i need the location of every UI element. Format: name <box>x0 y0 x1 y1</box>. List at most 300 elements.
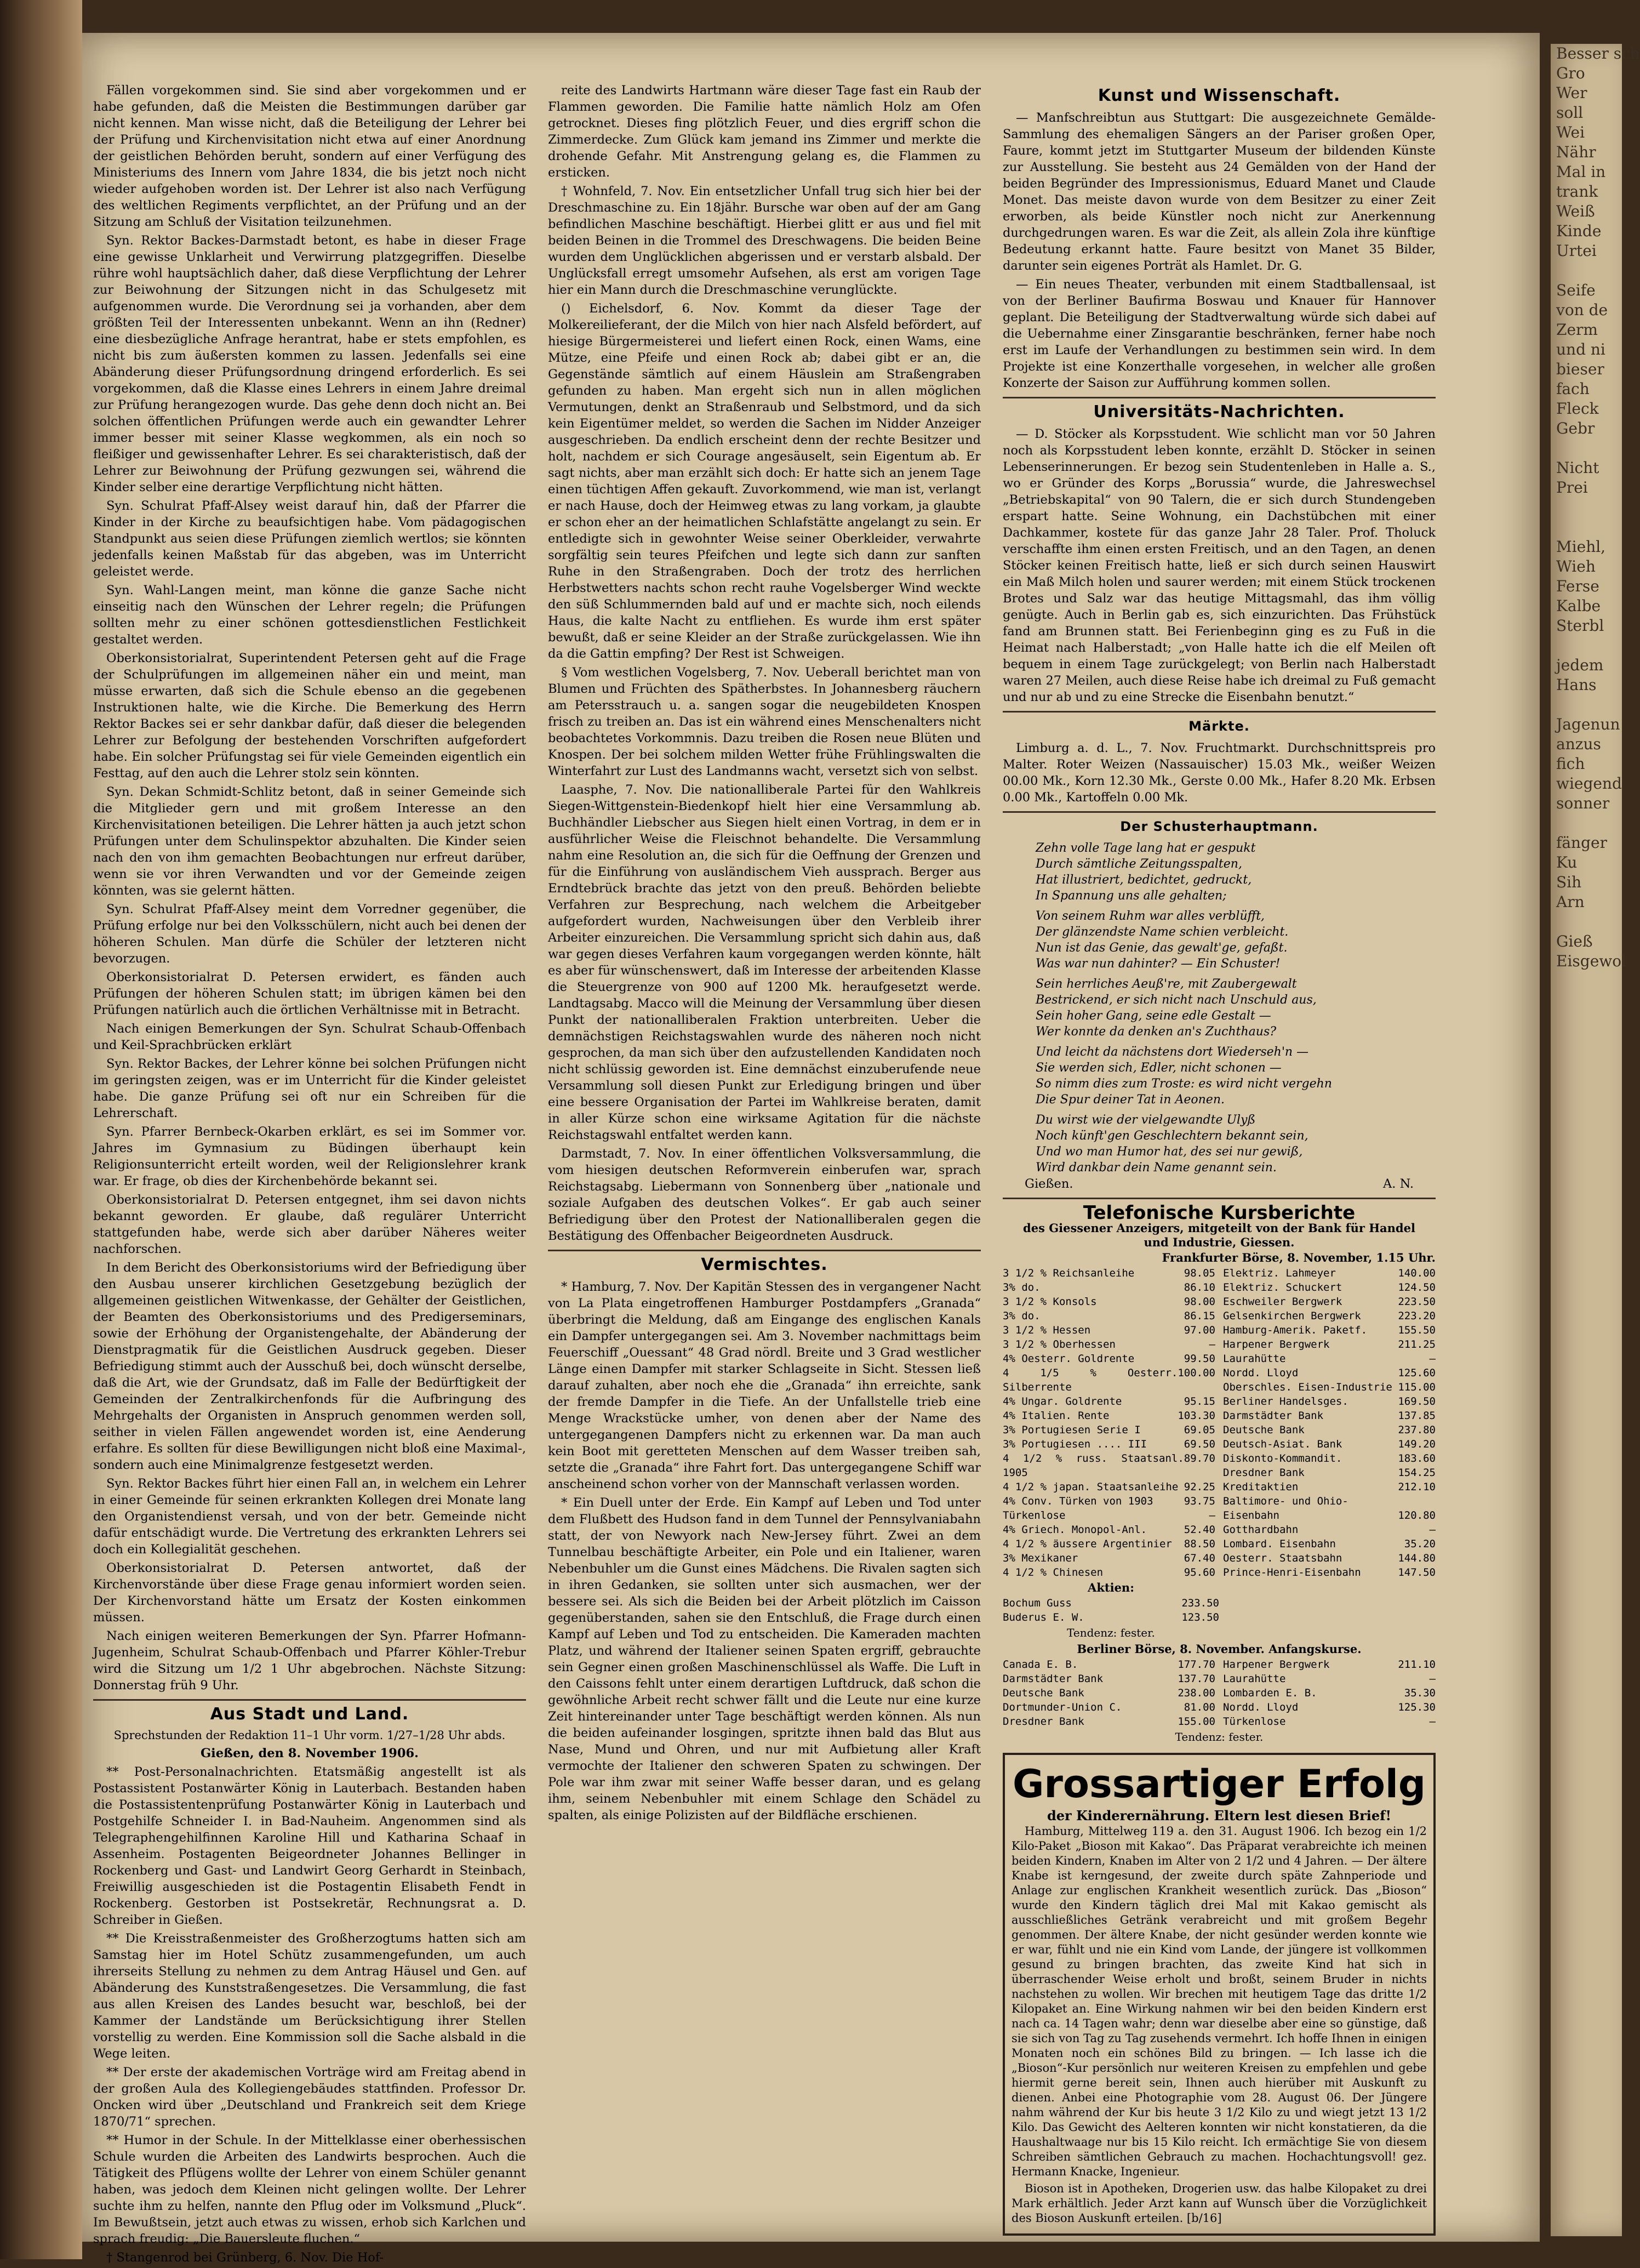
section-heading-stadt-und-land: Aus Stadt und Land. <box>210 1705 409 1724</box>
stock-name: 3 1/2 % Hessen <box>1003 1324 1091 1336</box>
stock-name: 3 1/2 % Konsols <box>1003 1296 1097 1308</box>
poem-line: Sie werden sich, Edler, nicht schonen — <box>1036 1061 1282 1075</box>
stock-name: 4% Ungar. Goldrente <box>1003 1395 1122 1407</box>
ad-subtitle: der Kinderernährung. Eltern lest diesen Brief! <box>1047 1808 1392 1823</box>
poem-line: Und wo man Humor hat, des sei nur gewiß, <box>1036 1145 1303 1159</box>
stock-name: 4 1/2 % russ. Staatsanl. 1905 <box>1003 1452 1184 1479</box>
stock-row <box>1003 1686 1215 1700</box>
poem-line: Die Spur deiner Tat in Aeonen. <box>1036 1093 1225 1107</box>
stock-name: Elektriz. Lahmeyer <box>1223 1267 1336 1279</box>
stock-row <box>1223 1686 1436 1700</box>
stock-price: 35.30 <box>1404 1687 1436 1699</box>
poem-line: Der glänzendste Name schien verbleicht. <box>1036 925 1289 939</box>
divider <box>1003 711 1436 713</box>
poem-line: Nun ist das Genie, das gewalt'ge, gefaßt. <box>1036 941 1288 955</box>
ad-footer: Bioson ist in Apotheken, Drogerien usw. das halbe Kilopaket zu drei Mark erhältlich. Jeder Arzt kann auf Wunsch über die Vorzüglichkeit des Bioson Auskunft erteilen. [b/16] <box>1012 2182 1427 2225</box>
stock-name: Canada E. B. <box>1003 1659 1078 1671</box>
stock-row <box>1003 1523 1215 1537</box>
article-paragraph: Darmstadt, 7. Nov. In einer öffentlichen Volksversammlung, die vom hiesigen deutschen Reformverein einberufen war, sprach Reichstagsabg. Liebermann von Sonnenberg über „nationale und soziale Aufgaben des deutschen Volkes“. Er gab auch seiner Befriedigung über den Protest der Nationalliberalen gegen die Bestätigung des Offenbacher Beigeordneten Ausdruck. <box>548 1147 981 1243</box>
article-paragraph: — Manfschreibtun aus Stuttgart: Die ausgezeichnete Gemälde-Sammlung des ehemaligen Sängers an der Pariser großen Oper, Faure, kommt jetzt im Stuttgarter Museum der bildenden Künste zur Ausstellung. Sie besteht aus 24 Gemälden von der Hand der beiden Begründer des Impressionismus, Eduard Manet und Claude Monet. Das meiste davon wurde von dem Besitzer zu einer Zeit erworben, als beide Künstler noch nicht zur Anerkennung durchgedrungen waren. Es war die Zeit, als allein Zola ihre künftige Bedeutung erkannt hatte. Faure besitzt von Manet 35 Bilder, darunter sein eigenes Porträt als Hamlet. Dr. G. <box>1003 111 1436 273</box>
stock-row <box>1003 1309 1215 1323</box>
article-paragraph: Syn. Schulrat Pfaff-Alsey meint dem Vorredner gegenüber, die Prüfung erfolge nur bei den Volksschülern, nicht auch bei denen der höheren Schulen. Man dürfe die Schüler der letzteren nicht bevorzugen. <box>93 902 526 966</box>
office-hours: Sprechstunden der Redaktion 11–1 Uhr vorm. 1/27–1/28 Uhr abds. <box>113 1729 506 1742</box>
book-binding <box>0 0 82 2259</box>
adjacent-page-fragment: jedem <box>1556 656 1604 674</box>
adjacent-page-fragment: Seife <box>1556 281 1596 299</box>
adjacent-page-fragment: Arn <box>1556 893 1585 911</box>
stock-name: Oberschles. Eisen-Industrie <box>1223 1381 1392 1393</box>
adjacent-page-fragment: Wieh <box>1556 557 1596 575</box>
stock-row <box>1223 1657 1436 1672</box>
poem-place: Gießen. <box>1025 1177 1073 1191</box>
stock-name: Harpener Bergwerk <box>1223 1659 1330 1671</box>
adjacent-page-fragment: fich <box>1556 755 1585 773</box>
stock-price: 233.50 <box>1181 1597 1219 1609</box>
adjacent-page-fragment <box>1556 261 1622 281</box>
poem-line: Von seinem Ruhm war alles verblüfft, <box>1036 909 1265 923</box>
stock-name: Dresdner Bank <box>1223 1467 1305 1479</box>
poem-line: Zehn volle Tage lang hat er gespukt <box>1036 841 1256 855</box>
market-report: Limburg a. d. L., 7. Nov. Fruchtmarkt. Durchschnittspreis pro Malter. Roter Weizen (Nassauischer) 15.03 Mk., weißer Weizen 00.00 Mk., Korn 12.30 Mk., Gerste 0.00 Mk., Hafer 8.20 Mk. Erbsen 0.00 Mk., Kartoffeln 0.00 Mk. <box>1003 741 1436 805</box>
stock-row <box>1223 1551 1436 1565</box>
article-paragraph: Nach einigen weiteren Bemerkungen der Syn. Pfarrer Hofmann-Jugenheim, Schulrat Schaub-Offenbach und Pfarrer Köhler-Trebur wird die Sitzung um 1/2 1 Uhr abgebrochen. Nächste Sitzung: Donnerstag früh 9 Uhr. <box>93 1629 526 1693</box>
stock-price: 137.85 <box>1398 1410 1436 1422</box>
stock-row <box>1223 1394 1436 1409</box>
poem-line: Bestrickend, er sich nicht nach Unschuld aus, <box>1036 993 1317 1007</box>
stock-row <box>1223 1380 1436 1394</box>
stock-name: 3 1/2 % Reichsanleihe <box>1003 1267 1135 1279</box>
stock-name: Eisenbahn <box>1223 1509 1279 1522</box>
stock-price: 92.25 <box>1184 1481 1215 1493</box>
stock-row <box>1003 1596 1219 1610</box>
article-paragraph: ** Humor in der Schule. In der Mittelklasse einer oberhessischen Schule wurden die Arbeiten des Landwirts besprochen. Auch die Tätigkeit des Pflügens wollte der Lehrer von einem Schüler genannt haben, was jedoch dem Kleinen nicht gelingen wollte. Der Lehrer suchte ihm zu helfen, nannte den Pflug oder im Volksmund „Pluck“. Im Bewußtsein, jetzt auch etwas zu wissen, erhob sich Karlchen und sprach freudig: „Die Bauersleute fluchen.“ <box>93 2133 526 2246</box>
berlin-list-left <box>1003 1657 1215 1729</box>
section-heading-kunst: Kunst und Wissenschaft. <box>1098 86 1341 105</box>
stock-row <box>1003 1437 1215 1451</box>
column-2 <box>548 82 981 1826</box>
adjacent-page-fragment: Sterbl <box>1556 617 1604 635</box>
stock-price: 149.20 <box>1398 1438 1436 1450</box>
stock-price: 103.30 <box>1178 1410 1215 1422</box>
poem-line: Du wirst wie der vielgewandte Ulyß <box>1036 1113 1256 1127</box>
stock-price: 86.15 <box>1184 1310 1215 1322</box>
poem-line: Was war nun dahinter? — Ein Schuster! <box>1036 957 1281 971</box>
stock-name: 3% Portugiesen .... III <box>1003 1438 1147 1450</box>
adjacent-page-fragment: Nicht <box>1556 459 1599 477</box>
adjacent-page-fragment <box>1556 813 1622 833</box>
adjacent-page-fragment <box>1556 517 1622 537</box>
stock-table-frankfurt <box>1003 1266 1436 1580</box>
stock-price: 99.50 <box>1184 1353 1215 1365</box>
article-paragraph: † Stangenrod bei Grünberg, 6. Nov. Die Hof- <box>106 2250 384 2265</box>
stock-row <box>1223 1466 1436 1480</box>
stock-price: — <box>1209 1338 1215 1350</box>
stock-price: 81.00 <box>1184 1701 1215 1713</box>
poem-line: Noch künft'gen Geschlechtern bekannt sein, <box>1036 1129 1308 1143</box>
stock-price: 223.20 <box>1398 1310 1436 1322</box>
stock-row <box>1003 1280 1215 1295</box>
stock-name: Oesterr. Staatsbahn <box>1223 1552 1342 1564</box>
stock-row <box>1223 1309 1436 1323</box>
stock-price: 183.60 <box>1398 1452 1436 1464</box>
stock-row <box>1223 1480 1436 1494</box>
divider <box>548 1250 981 1251</box>
stock-row <box>1003 1672 1215 1686</box>
stock-name: Gelsenkirchen Bergwerk <box>1223 1310 1361 1322</box>
stock-name: Türkenlose <box>1003 1509 1066 1522</box>
article-paragraph: Syn. Wahl-Langen meint, man könne die ganze Sache nicht einseitig nach den Wünschen der Lehrer regeln; die Prüfungen sollten mehr zu einer schönen gottesdienstlichen Festlichkeit gestaltet werden. <box>93 583 526 647</box>
stock-name: Eschweiler Bergwerk <box>1223 1296 1342 1308</box>
stock-list-right <box>1223 1266 1436 1580</box>
adjacent-page-fragment: Mal in <box>1556 163 1606 181</box>
stock-row <box>1223 1280 1436 1295</box>
stock-price: 35.20 <box>1404 1538 1436 1550</box>
stock-row <box>1223 1323 1436 1337</box>
poem-line: Hat illustriert, bedichtet, gedruckt, <box>1036 873 1252 887</box>
stock-name: Elektriz. Schuckert <box>1223 1281 1342 1293</box>
poem-title: Der Schusterhauptmann. <box>1120 819 1318 834</box>
ad-title: Grossartiger Erfolg <box>1012 1762 1426 1807</box>
stock-price: 120.80 <box>1398 1509 1436 1522</box>
article-paragraph: — D. Stöcker als Korpsstudent. Wie schlicht man vor 50 Jahren noch als Korpsstudent leben konnte, erzählt D. Stöcker in seinen Lebenserinnerungen. Er bezog sein Studentenleben in Halle a. S., wo er Gründer des Korps „Borussia“ wurde, die Jahreswechsel „Betriebskapital“ von 90 Talern, die er sich durch Stundengeben erspart hatte. Seine Wohnung, ein Dachstübchen mit einer Dachkammer, kostete für das ganze Jahr 28 Taler. Prof. Tholuck verschaffte ihm einen ersten Freitisch, und an den Tagen, an denen Stöcker keinen Freitisch hatte, ließ er sich durch seinen Hauswirt ein Maß Milch holen und saurer werden; mit einem Stück trockenen Brotes und Salz war das heutige Mittagsmahl, das ihm völlig genügte. Auch in Berlin gab es, sich einzurichten. Das Frühstück fand am Brunnen statt. Bei Ferienbeginn ging es zu Fuß in die Heimat nach Halberstadt; „von Halle hatte ich die elf Meilen oft bequem in einem Tage zurückgelegt; von Berlin nach Halberstadt waren 27 Meilen, auch diese Reise habe ich dreimal zu Fuß gemacht und nur ab und zu eine Strecke die Eisenbahn benutzt.“ <box>1003 427 1436 704</box>
stock-price: 137.70 <box>1178 1673 1215 1685</box>
adjacent-page-fragment: Jagenun <box>1556 715 1620 733</box>
stock-price: 67.40 <box>1184 1552 1215 1564</box>
stock-name: Buderus E. W. <box>1003 1611 1084 1623</box>
university-news <box>1003 426 1436 705</box>
stock-price: — <box>1429 1673 1436 1685</box>
stock-price: 177.70 <box>1178 1659 1215 1671</box>
adjacent-page-fragment <box>1556 695 1622 715</box>
stock-price: 95.60 <box>1184 1566 1215 1579</box>
stock-price: 115.00 <box>1398 1381 1436 1393</box>
stock-price: — <box>1429 1524 1436 1536</box>
poem-line: Und leicht da nächstens dort Wiederseh'n — <box>1036 1045 1309 1059</box>
adjacent-page-fragment: Ku <box>1556 853 1578 871</box>
stock-name: Lombarden E. B. <box>1223 1687 1317 1699</box>
stock-name: 4 1/2 % äussere Argentinier <box>1003 1538 1172 1550</box>
stock-name: Nordd. Lloyd <box>1223 1367 1299 1379</box>
stock-row <box>1223 1451 1436 1466</box>
article-paragraph: Oberkonsistorialrat D. Petersen entgegnet, ihm sei davon nichts bekannt geworden. Er glaube, daß regulärer Unterricht stattgefunden habe, werde sich aber darüber Näheres weiter nachforschen. <box>93 1193 526 1256</box>
adjacent-page-fragment: bieser <box>1556 360 1604 378</box>
poem-line: Durch sämtliche Zeitungsspalten, <box>1036 857 1242 871</box>
adjacent-page-fragment: Besser sch <box>1556 44 1640 62</box>
adjacent-page-fragment: sonner <box>1556 794 1610 812</box>
stock-price: 223.50 <box>1398 1296 1436 1308</box>
stock-name: 4 1/2 % Chinesen <box>1003 1566 1104 1579</box>
stock-price: 211.10 <box>1398 1659 1436 1671</box>
stock-list-left <box>1003 1266 1215 1580</box>
article-paragraph: Oberkonsistorialrat D. Petersen erwidert, es fänden auch Prüfungen der höheren Schulen statt; im übrigen kämen bei den Prüfungen natürlich auch die örtlichen Verhältnisse mit in Betracht. <box>93 970 526 1017</box>
article-paragraph: Syn. Rektor Backes führt hier einen Fall an, in welchem ein Lehrer in einer Gemeinde für seinen erkrankten Kollegen drei Monate lang den Organistendienst versah, und von der betr. Gemeinde nicht dafür entschädigt wurde. Die Vertretung des erkrankten Lehrers sei doch ein Kollegialität geschehen. <box>93 1477 526 1557</box>
adjacent-page-fragment: fänger <box>1556 834 1607 852</box>
stock-price: 89.70 <box>1184 1452 1215 1464</box>
adjacent-page-fragment: anzus <box>1556 735 1601 753</box>
stock-name: 4% Conv. Türken von 1903 <box>1003 1495 1153 1507</box>
stock-name: Lombard. Eisenbahn <box>1223 1538 1336 1550</box>
adjacent-page-fragment: Prei <box>1556 478 1588 497</box>
art-news <box>1003 110 1436 391</box>
stock-name: 4% Griech. Monopol-Anl. <box>1003 1524 1147 1536</box>
article-paragraph: Syn. Dekan Schmidt-Schlitz betont, daß in seiner Gemeinde sich die Mitglieder gern und mit großem Interesse an den Kirchenvisitationen beteiligen. Die Lehrer hätten ja auch jetzt schon Prüfungen unter dem Schulinspektor abzuhalten. Die Kinder seien nach den von ihm gemachten Beobachtungen nur erfreut darüber, wenn sie vor ihren Verwandten und vor der Gemeinde zeigen könnten, was sie gelernt hätten. <box>93 785 526 898</box>
stock-name: Dortmunder-Union C. <box>1003 1701 1122 1713</box>
article-paragraph: * Hamburg, 7. Nov. Der Kapitän Stessen des in vergangener Nacht von La Plata eingetroffenen Hamburger Postdampfers „Granada“ überbringt die Meldung, daß am Eingange des englischen Kanals ein Dampfer untergegangen sei. Am 3. November nachmittags beim Feuerschiff „Ouessant“ 48 Grad nördl. Breite und 3 Grad westlicher Länge einen Dampfer mit starker Schlagseite in Sicht. Stessen ließ darauf zuhalten, aber noch ehe die „Granada“ ihn erreichte, sank der fremde Dampfer in die Tiefe. An der Unfallstelle trieb eine Menge Wrackstücke umher, von denen aber der Name des untergegangenen Dampfers nicht zu erkennen war. Da man auch kein Boot mit geretteten Menschen auf dem Wasser treiben sah, setzte die „Granada“ ihre Fahrt fort. Das untergegangene Schiff war anscheinend schon vorher von der Mannschaft verlassen worden. <box>548 1280 981 1491</box>
stock-name: 4% Oesterr. Goldrente <box>1003 1353 1135 1365</box>
section-heading-maerkte: Märkte. <box>1188 719 1250 734</box>
stock-price: 98.05 <box>1184 1267 1215 1279</box>
stock-price: 140.00 <box>1398 1267 1436 1279</box>
stock-price: 98.00 <box>1184 1296 1215 1308</box>
adjacent-page-fragment: Eisgewol <box>1556 952 1627 970</box>
article-paragraph: Laasphe, 7. Nov. Die nationalliberale Partei für den Wahlkreis Siegen-Wittgenstein-Biedenkopf hielt hier eine Versammlung ab. Buchhändler Liebscher aus Siegen hielt einen Vortrag, in dem er in ausführlicher Weise die Fleischnot behandelte. Die Versammlung nahm eine Resolution an, die sich für die Oeffnung der Grenzen und für die Einführung von ausländischem Vieh aussprach. Berger aus Erndtebrück brachte das jetzt von den preuß. Behörden beliebte Verfahren zur Besprechung, nach welchem die Arbeitgeber aufgefordert wurden, Nachweisungen über den Verbleib ihrer Arbeiter einzureichen. Die Versammlung spricht sich dahin aus, daß war gegen dieses Verfahren kaum vorgegangen werden könnte, hält es aber für wünschenswert, daß im Interesse der arbeitenden Klasse die Steuergrenze von 900 auf 1200 Mk. heraufgesetzt werde. Landtagsabg. Macco will die Meinung der Versammlung über diesen Punkt der nationalliberalen Fraktion unterbreiten. Ueber die demnächstigen Reichstagswahlen wurde des näheren noch nicht gesprochen, da man sich über den aufzustellenden Kandidaten noch nicht schlüssig geworden ist. Eine demnächst einzuberufende neue Versammlung soll diesen Punkt zur Erledigung bringen und über eine bessere Organisation der Partei im Wahlkreise beraten, damit in aller Kürze schon eine wirksame Agitation für die nächste Reichstagswahl entfaltet werden kann. <box>548 783 981 1142</box>
stock-row <box>1003 1366 1215 1394</box>
column-1-local-news <box>93 1764 526 2266</box>
stock-price: 124.50 <box>1398 1281 1436 1293</box>
stock-name: Türkenlose <box>1223 1716 1286 1728</box>
adjacent-page-fragment: Wei <box>1556 123 1585 141</box>
adjacent-page-fragment: von de <box>1556 301 1608 319</box>
stock-row <box>1003 1565 1215 1580</box>
section-heading-universitaet: Universitäts-Nachrichten. <box>1093 402 1345 421</box>
stock-name: 3% do. <box>1003 1281 1041 1293</box>
article-paragraph: ** Post-Personalnachrichten. Etatsmäßig angestellt ist als Postassistent Postanwärter König in Lauterbach. Bestanden haben die Postassistentenprüfung Postanwärter König in Lauterbach und Postgehilfe Schneider I. in Bad-Nauheim. Angenommen sind als Telegraphengehilfinnen Karoline Hill und Katharina Schaaf in Assenheim. Postagenten Beigeordneter Johannes Bellinger in Rockenberg und Gast- und Landwirt Georg Gerhardt in Steinbach, Freiwillig ausgeschieden ist die Postagentin Elisabeth Fendt in Rockenberg. Gestorben ist Postsekretär, Rechnungsrat a. D. Schreiber in Gießen. <box>93 1765 526 1927</box>
article-paragraph: † Wohnfeld, 7. Nov. Ein entsetzlicher Unfall trug sich hier bei der Dreschmaschine zu. Ein 18jähr. Bursche war oben auf der am Gang befindlichen Maschine beschäftigt. Hierbei glitt er aus und fiel mit beiden Beinen in die Trommel des Dreschwagens. Die beiden Beine wurden dem Unglücklichen abgerissen und er verstarb alsbald. Der Unglücksfall erregt umsomehr Aufsehen, als erst am vorigen Tage hier ein Mann durch die Dreschmaschine verunglückte. <box>548 184 981 297</box>
stock-row <box>1003 1266 1215 1280</box>
adjacent-page-fragment: Kinde <box>1556 222 1602 240</box>
stock-name: Diskonto-Kommandit. <box>1223 1452 1342 1464</box>
stock-row <box>1003 1451 1215 1480</box>
stock-row <box>1003 1394 1215 1409</box>
stock-name: Dresdner Bank <box>1003 1716 1084 1728</box>
stock-row <box>1223 1537 1436 1551</box>
column-2-misc-news <box>548 1279 981 1823</box>
stock-row <box>1003 1610 1219 1625</box>
stock-row <box>1223 1523 1436 1537</box>
article-paragraph: Syn. Rektor Backes, der Lehrer könne bei solchen Prüfungen nicht im geringsten zeigen, was er im Unterricht für die Kinder geleistet habe. Die ganze Prüfung sei oft nur ein Schreiben für die Lehrerschaft. <box>93 1057 526 1120</box>
adjacent-page-fragment: Urtei <box>1556 242 1597 260</box>
stock-name: Kreditaktien <box>1223 1481 1299 1493</box>
article-paragraph: — Ein neues Theater, verbunden mit einem Stadtballensaal, ist von der Berliner Baufirma Boswau und Knauer für Hannover geplant. Die Beteiligung der Stadtverwaltung würde sich dabei auf die Uebernahme einer Zinsgarantie beschränken, ferner habe noch erst im Laufe der Verhandlungen zu bestimmen sein wird. In dem Projekte ist eine Konzerthalle vorgesehen, in welcher alle großen Konzerte der Saison zur Aufführung kommen sollen. <box>1003 277 1436 390</box>
stock-row <box>1003 1494 1215 1508</box>
stock-row <box>1003 1508 1215 1523</box>
adjacent-page-fragment: Fleck <box>1556 400 1599 418</box>
poem <box>1003 840 1436 1176</box>
poem-line: So nimm dies zum Troste: es wird nicht vergehn <box>1036 1077 1332 1091</box>
stock-name: Laurahütte <box>1223 1673 1286 1685</box>
stock-price: 93.75 <box>1184 1495 1215 1507</box>
tendenz-1: Tendenz: fester. <box>1067 1626 1155 1639</box>
adjacent-page-fragment: Hans <box>1556 676 1597 694</box>
ad-letter: Hamburg, Mittelweg 119 a. den 31. August 1906. Ich bezog ein 1/2 Kilo-Paket „Bioson mit Kakao“. Das Präparat verabreichte ich meinen beiden Kindern, Knaben im Alter von 2 1/2 und 4 Jahren. — Der ältere Knabe ist kerngesund, der zweite durch späte Zahnperiode und Anlage zur englischen Krankheit wesentlich zurück. Das „Bioson“ wurde den Kindern täglich drei Mal mit Kakao gemischt als ausschließliches Getränk verabreicht und mit großem Begehr genommen. Der ältere Knabe, der nicht gesünder werden konnte wie er war, fühlt und nie ein Kind vom Lande, der jüngere ist vollkommen gesund zu bringen brachten, das zweite Kind hat sich in überraschender Weise erholt und broßt, seinem Bruder in nichts nachstehen zu wollen. Wir brechen mit heutigem Tage das dritte 1/2 Kilopaket an. Eine Wirkung nahmen wir bei den beiden Kindern erst nach ca. 14 Tagen wahr; denn war dieselbe aber eine so günstige, daß sie sich von Tag zu Tag zusehends vermehrt. Ich hoffe Ihnen in einigen Monaten noch ein schönes Bild zu bringen. — Ich lasse ich die „Bioson“-Kur persönlich nur weiteren Kreisen zu empfehlen und gebe hiermit gerne bereit sein, Ihnen auch hierüber mit Auskunft zu dienen. Anbei eine Photographie vom 28. August 06. Der Jüngere nahm während der Kur bis heute 3 1/2 Kilo zu und wiegt jetzt 13 1/2 Kilo. Das Gewicht des Aelteren konnten wir nicht konstatieren, da die Haushaltwaage nur bis 15 Kilo reicht. Ich ermächtige Sie von diesem Schreiben sämtlichen Gebrauch zu machen. Hochachtungsvoll! gez. Hermann Knacke, Ingenieur. <box>1012 1825 1427 2178</box>
article-paragraph: () Eichelsdorf, 6. Nov. Kommt da dieser Tage der Molkereilieferant, der die Milch von hier nach Alsfeld befördert, auf hiesige Bürgermeisterei und liefert einen Rock, einen Wams, eine Mütze, eine Pfeife und einen Rock ab; dabei gibt er an, die Gegenstände sämtlich auf einem Häuslein am Straßengraben gefunden zu haben. Man ergeht sich nun in allen möglichen Vermutungen, denkt an Straßenraub und Selbstmord, und da sich kein Eigentümer meldet, so werden die Sachen im Nidder Anzeiger ausgeschrieben. Da endlich erscheint denn der rechte Besitzer und holt, nachdem er sich Courage angesäuselt, sein Eigentum ab. Er sagt nichts, aber man erzählt sich doch: Er hatte sich an jenem Tage einen tüchtigen Affen gekauft. Zuvorkommend, wie man ist, verlangt er nach Hause, doch der Heimweg etwas zu lang vorkam, ja glaubte er schon eher an der heimatlichen Schlafstätte angelangt zu sein. Er entledigte sich in gewohnter Weise seiner Oberkleider, verwahrte sorgfältig sein teures Pfeifchen und legte sich dann zur sanften Ruhe in den Straßengraben. Doch der trotz des herrlichen Herbstwetters nachts schon recht rauhe Vogelsberger Wind weckte den süß Schlummernden bald auf und er machte sich, noch eilends Haus, die kalte Nacht zu entfliehen. Es wurde ihm erst später bewußt, daß er seine Kleider an der Straße zurückgelassen. Wie ihn da die Gattin empfing? Der Rest ist Schweigen. <box>548 301 981 661</box>
adjacent-page-fragment: trank <box>1556 183 1598 201</box>
stock-price: — <box>1429 1716 1436 1728</box>
stock-row <box>1223 1423 1436 1437</box>
stock-name: 3% Portugiesen Serie I <box>1003 1424 1141 1436</box>
adjacent-page-fragment: Miehl, <box>1556 538 1606 556</box>
adjacent-page-fragment: Gro <box>1556 64 1585 82</box>
stock-price: 154.25 <box>1398 1467 1436 1479</box>
stock-price: 100.00 <box>1178 1367 1215 1379</box>
stock-row <box>1003 1551 1215 1565</box>
article-paragraph: ** Der erste der akademischen Vorträge wird am Freitag abend in der großen Aula des Kollegiengebäudes stattfinden. Professor Dr. Oncken wird über „Deutschland und Frankreich seit dem Kriege 1870/71“ sprechen. <box>93 2065 526 2129</box>
stock-row <box>1223 1508 1436 1523</box>
stock-name: Prince-Henri-Eisenbahn <box>1223 1566 1361 1579</box>
stock-price: 123.50 <box>1181 1611 1219 1623</box>
stock-row <box>1003 1295 1215 1309</box>
article-paragraph: Fällen vorgekommen sind. Sie sind aber vorgekommen und er habe gefunden, daß die Meisten die Bestimmungen darüber gar nicht kennen. Man wisse nicht, daß die Beteiligung der Lehrer bei der Prüfung und Kirchenvisitation nicht etwa auf einer Anordnung der geistlichen Behörden beruht, sondern auf einer Verfügung des Ministeriums des Innern vom Jahre 1834, die bis jetzt noch nicht wieder aufgehoben worden ist. Der Lehrer ist also nach Verfügung des weltlichen Regiments verpflichtet, an der Prüfung und an der Sitzung am Schluß der Visitation teilzunehmen. <box>93 83 526 229</box>
stock-name: Deutsch-Asiat. Bank <box>1223 1438 1342 1450</box>
stock-name: 3% do. <box>1003 1310 1041 1322</box>
article-paragraph: Syn. Pfarrer Bernbeck-Okarben erklärt, es sei im Sommer vor. Jahres im Gymnasium zu Büdingen überhaupt kein Religionsunterricht erteilt worden, weil der Religionslehrer krank war. Er frage, ob dies der Kirchenbehörde bekannt sei. <box>93 1125 526 1188</box>
stock-row <box>1003 1480 1215 1494</box>
adjacent-page-fragment: Wer <box>1556 84 1587 102</box>
stock-price: 95.15 <box>1184 1395 1215 1407</box>
stock-price: 169.50 <box>1398 1395 1436 1407</box>
adjacent-page-fragment <box>1556 498 1622 517</box>
adjacent-page-fragment: Kalbe <box>1556 597 1601 615</box>
stock-row <box>1003 1352 1215 1366</box>
stock-name: Baltimore- und Ohio- <box>1223 1495 1348 1507</box>
stock-row <box>1003 1337 1215 1352</box>
adjacent-page-fragment <box>1556 912 1622 932</box>
stock-row <box>1003 1657 1215 1672</box>
adjacent-page-fragment: Nähr <box>1556 143 1596 161</box>
adjacent-page-fragment <box>1556 438 1622 458</box>
section-heading-vermischtes: Vermischtes. <box>701 1255 828 1274</box>
article-paragraph: Syn. Rektor Backes-Darmstadt betont, es habe in dieser Frage eine gewisse Unklarheit und Verwirrung platzgegriffen. Dieselbe rühre wohl hauptsächlich daher, daß diese Verpflichtung der Lehrer zur Beiwohnung der Sitzungen nicht in das Schulgesetz mit aufgenommen wurde. Die Verordnung sei ja vorhanden, aber dem größten Teil der Interessenten unbekannt. Wenn an ihn (Redner) eine diesbezügliche Anfrage herantrat, habe er stets empfohlen, es nicht bis zum äußersten kommen zu lassen. Jedenfalls sei eine Abänderung dieser Prüfungsordnung dringend erforderlich. Es sei vorgekommen, daß die Klasse eines Lehrers in einem Jahre dreimal zur Prüfung herangezogen wurde. Das gehe denn doch nicht an. Bei solchen öffentlichen Prüfungen werde auch ein gewandter Lehrer immer besser mit seiner Klasse wegkommen, als ein noch so fleißiger und gewissenhafter Lehrer. Es sei charakteristisch, daß der Lehrer zur Beiwohnung der Prüfung gezwungen sei, während die Kinder selber eine derartige Verpflichtung nicht hätten. <box>93 233 526 494</box>
stock-price: 237.80 <box>1398 1424 1436 1436</box>
poem-line: Sein herrliches Aeuß're, mit Zaubergewalt <box>1036 977 1297 991</box>
column-3 <box>1003 82 1436 2236</box>
aktien-list <box>1003 1596 1219 1625</box>
article-paragraph: * Ein Duell unter der Erde. Ein Kampf auf Leben und Tod unter dem Flußbett des Hudson fand in dem Tunnel der Pennsylvaniabahn statt, der von Newyork nach New-Jersey führt. Zwei an dem Tunnelbau beschäftigte Arbeiter, ein Pole und ein Italiener, waren Nebenbuhler um die Gunst eines Mädchens. Die Rivalen sagten sich in ihren Gedanken, sie sollten unter sich ausmachen, wer der bessere sei. Als sich die Beiden bei der Arbeit plötzlich im Caisson gegenüberstanden, sahen sie den Entschluß, die Frage durch einen Kampf auf Leben und Tod zu entscheiden. Die Kameraden machten Platz, und während der Italiener seinen Spaten ergriff, gebrauchte sein Gegner einen großen Maschinenschlüssel als Waffe. Die Luft in den Caissons fehlt unter einem derartigen Luftdruck, daß schon die gewöhnliche Arbeit recht schwer fällt und die Leute nur eine kurze Zeit hintereinander unter Tage beschäftigt werden können. Als nun die beiden aufeinander losgingen, spritzte ihnen bald das Blut aus Nase, Mund und Ohren, und nur mit Aufbietung aller Kraft vermochte der Italiener den schweren Spaten zu schwingen. Der Pole war ihm zwar mit seiner Waffe besser daran, und es gelang ihm, seinem Nebenbuhler mit einem Schlage den Schädel zu spalten, als einige Polizisten auf der Bildfläche erschienen. <box>548 1496 981 1822</box>
stock-row <box>1223 1352 1436 1366</box>
column-2-paragraphs <box>548 82 981 1244</box>
stock-price: 125.30 <box>1398 1701 1436 1713</box>
stock-name: Deutsche Bank <box>1223 1424 1305 1436</box>
divider <box>1003 397 1436 398</box>
stock-row <box>1223 1409 1436 1423</box>
column-1-paragraphs <box>93 82 526 1694</box>
stock-row <box>1003 1700 1215 1714</box>
stock-price: 238.00 <box>1178 1687 1215 1699</box>
poem-line: Sein hoher Gang, seine edle Gestalt — <box>1036 1009 1271 1023</box>
stock-name: Deutsche Bank <box>1003 1687 1084 1699</box>
stock-row <box>1223 1672 1436 1686</box>
stock-name: Harpener Bergwerk <box>1223 1338 1330 1350</box>
aktien-heading: Aktien: <box>1088 1581 1134 1594</box>
adjacent-page-fragment: Zerm <box>1556 321 1598 339</box>
stock-price: 211.25 <box>1398 1338 1436 1350</box>
stock-report-sub-1: des Giessener Anzeigers, mitgeteilt von der Bank für Handel <box>1023 1221 1415 1235</box>
stock-name: 3% Mexikaner <box>1003 1552 1078 1564</box>
article-paragraph: ** Die Kreisstraßenmeister des Großherzogtums hatten sich am Samstag hier im Hotel Schütz zusammengefunden, um auch ihrerseits Stellung zu nehmen zu dem Antrag Häusel und Gen. auf Abänderung des Kunststraßengesetzes. Die Versammlung, die fast aus allen Kreisen des Landes besucht war, beschloß, bei der Kammer der Landstände um Berücksichtigung ihrer Stellen vorstellig zu werden. Eine Kommission soll die Sache alsbald in die Wege leiten. <box>93 1931 526 2061</box>
stock-name: Laurahütte <box>1223 1353 1286 1365</box>
article-paragraph: Syn. Schulrat Pfaff-Alsey weist darauf hin, daß der Pfarrer die Kinder in der Kirche zu beaufsichtigen habe. Vom pädagogischen Standpunkt aus seien diese Prüfungen ziemlich wertlos; sie könnten jedenfalls keinen Maßstab für das abgeben, was im Unterricht geleistet werde. <box>93 499 526 579</box>
adjacent-page-edge <box>1551 44 1640 2236</box>
stock-price: 88.50 <box>1184 1538 1215 1550</box>
adjacent-page-fragment: fach <box>1556 380 1590 398</box>
article-paragraph: Nach einigen Bemerkungen der Syn. Schulrat Schaub-Offenbach und Keil-Sprachbrücken erklärt <box>93 1022 526 1052</box>
frankfurt-heading: Frankfurter Börse, 8. November, 1.15 Uhr. <box>1162 1251 1436 1264</box>
stock-name: 4 1/5 % Oesterr. Silberrente <box>1003 1367 1178 1393</box>
column-1 <box>93 82 526 2268</box>
article-paragraph: In dem Bericht des Oberkonsistoriums wird der Befriedigung über den Ausbau unserer kirchlichen Gesetzgebung bezüglich der allgemeinen geistlichen Witwenkasse, der Gehälter der Geistlichen, der Beamten des Oberkonsistoriums und des Predigerseminars, sowie der Erhöhung der Organistengehalte, der Abänderung der Dienstpragmatik für die Geistlichen Ausdruck gegeben. Dieser Befriedigung stimmt auch der Ausschuß bei, doch wünscht derselbe, daß die Art, wie der Grundsatz, daß im Falle der Bedürftigkeit der Gemeinden der Zentralkirchenfonds für die Aufbringung des Mehrgehalts der Organisten in Anspruch genommen werden soll, seither in vielen Fällen angewendet worden ist, eine Aenderung erfahre. Es sollten für diese Bewilligungen nicht bloß eine Maximal-, sondern auch eine Minimalgrenze festgesetzt werden. <box>93 1261 526 1472</box>
stock-row <box>1003 1714 1215 1729</box>
advertisement-bioson <box>1003 1753 1436 2236</box>
stock-price: 52.40 <box>1184 1524 1215 1536</box>
article-paragraph: Oberkonsistorialrat D. Petersen antwortet, daß der Kirchenvorstände über diese Frage genau informiert worden seien. Der Kirchenvorstand hätte um Ersatz der Kosten einkommen müssen. <box>93 1561 526 1625</box>
stock-row <box>1223 1366 1436 1380</box>
stock-row <box>1003 1537 1215 1551</box>
berlin-heading: Berliner Börse, 8. November. Anfangskurse. <box>1077 1642 1362 1656</box>
stock-price: 212.10 <box>1398 1481 1436 1493</box>
adjacent-page-fragment: Gieß <box>1556 932 1593 950</box>
poem-line: Wer konnte da denken an's Zuchthaus? <box>1036 1025 1277 1039</box>
stock-price: — <box>1209 1509 1215 1522</box>
stock-name: 4 1/2 % japan. Staatsanleihe <box>1003 1481 1179 1493</box>
stock-row <box>1223 1266 1436 1280</box>
stock-name: 4% Italien. Rente <box>1003 1410 1110 1422</box>
stock-row <box>1223 1337 1436 1352</box>
article-paragraph: reite des Landwirts Hartmann wäre dieser Tage fast ein Raub der Flammen geworden. Die Familie hatte nämlich Holz am Ofen getrocknet. Dieses fing plötzlich Feuer, und dies ergriff schon die Zimmerdecke. Zum Glück kam jemand ins Zimmer und merkte die drohende Gefahr. Mit Anstrengung gelang es, die Flammen zu ersticken. <box>548 83 981 180</box>
stock-row <box>1223 1437 1436 1451</box>
stock-price: 125.60 <box>1398 1367 1436 1379</box>
adjacent-page-fragment: wiegend <box>1556 774 1622 793</box>
stock-name: Darmstädter Bank <box>1003 1673 1104 1685</box>
dateline: Gießen, den 8. November 1906. <box>200 1746 419 1760</box>
berlin-list-right <box>1223 1657 1436 1729</box>
stock-price: — <box>1429 1353 1436 1365</box>
stock-name: Nordd. Lloyd <box>1223 1701 1299 1713</box>
stock-name: Bochum Guss <box>1003 1597 1072 1609</box>
adjacent-page-fragment: Sih <box>1556 873 1582 891</box>
stock-price: 86.10 <box>1184 1281 1215 1293</box>
poem-line: In Spannung uns alle gehalten; <box>1036 889 1227 903</box>
stock-row <box>1223 1494 1436 1508</box>
article-paragraph: § Vom westlichen Vogelsberg, 7. Nov. Ueberall berichtet man von Blumen und Früchten des Spätherbstes. In Johannesberg räuchern am Petersstrauch u. a. sangen sogar die neugebildeten Knospen frisch zu treiben an. Das ist ein während eines Menschenalters nicht beobachtetes Vorkommnis. Dazu treiben die Rosen neue Blüten und Knospen. Der bei solchem milden Wetter frühe Frühlingswalten die Winterfahrt zur Lust des Landmanns wacht, versetzt sich von selbst. <box>548 665 981 778</box>
stock-name: Gotthardbahn <box>1223 1524 1299 1536</box>
adjacent-page-fragment: Gebr <box>1556 419 1595 437</box>
stock-report-sub-2: und Industrie, Giessen. <box>1144 1235 1295 1249</box>
divider <box>1003 1198 1436 1199</box>
stock-price: 147.50 <box>1398 1566 1436 1579</box>
stock-price: 69.05 <box>1184 1424 1215 1436</box>
adjacent-page-fragment: soll <box>1556 104 1584 122</box>
divider <box>1003 811 1436 813</box>
stock-price: 155.50 <box>1398 1324 1436 1336</box>
stock-price: 97.00 <box>1184 1324 1215 1336</box>
poem-signature: A. N. <box>1383 1177 1414 1191</box>
adjacent-page-fragment: Ferse <box>1556 577 1599 595</box>
poem-line: Wird dankbar dein Name genannt sein. <box>1036 1161 1277 1175</box>
divider <box>93 1699 526 1701</box>
adjacent-page-fragment: Weiß <box>1556 202 1595 220</box>
stock-row <box>1223 1714 1436 1729</box>
adjacent-page-fragment: und ni <box>1556 340 1605 358</box>
stock-row <box>1223 1700 1436 1714</box>
stock-name: Berliner Handelsges. <box>1223 1395 1348 1407</box>
stock-name: 3 1/2 % Oberhessen <box>1003 1338 1116 1350</box>
stock-price: 69.50 <box>1184 1438 1215 1450</box>
article-paragraph: Oberkonsistorialrat, Superintendent Petersen geht auf die Frage der Schulprüfungen im allgemeinen näher ein und meint, man müsse erwarten, daß sich die Schule ebenso an die gegebenen Instruktionen halte, wie die Kirche. Die Bemerkung des Herrn Rektor Backes sei er sehr dankbar dafür, daß dieser die belegenden Lehrer zur Befolgung der bestehenden Vorschriften aufgefordert habe. Ein solcher Prüfungstag sei für viele Gemeinden eigentlich ein Festtag, auf den auch die Lehrer stolz sein könnten. <box>93 651 526 780</box>
tendenz-2: Tendenz: fester. <box>1175 1730 1264 1743</box>
stock-row <box>1223 1565 1436 1580</box>
stock-price: 155.00 <box>1178 1716 1215 1728</box>
adjacent-page-fragment <box>1556 636 1622 656</box>
